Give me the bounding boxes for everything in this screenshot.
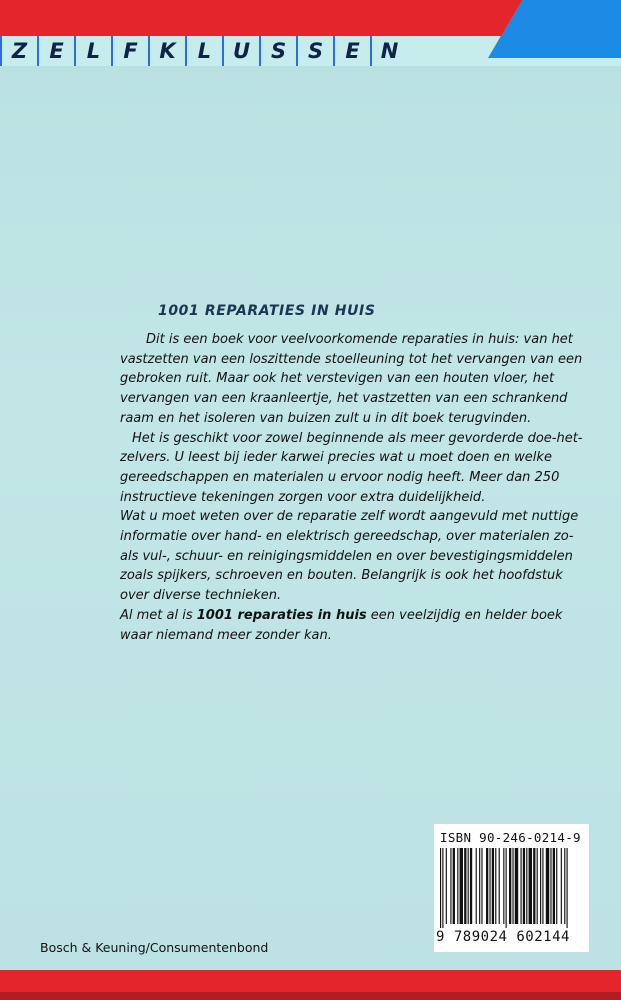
series-letter: F	[111, 36, 148, 66]
barcode-bar	[450, 848, 451, 924]
barcode-bar	[537, 848, 538, 924]
barcode-bar	[533, 848, 535, 924]
publisher-name: Bosch & Keuning/Consumentenbond	[40, 940, 269, 955]
blurb-line: vastzetten van een loszittende stoelleuning tot het vervangen van een	[120, 351, 583, 367]
blurb-line: instructieve tekeningen zorgen voor extra duidelijkheid.	[120, 489, 486, 505]
barcode-bar	[442, 848, 443, 928]
barcode-bar	[509, 848, 511, 924]
barcode-bar	[460, 848, 463, 924]
barcode-bar	[489, 848, 490, 924]
closing-book-title: 1001 reparaties in huis	[196, 607, 367, 623]
blurb-line: informatie over hand- en elektrisch gereedschap, over materialen zo-	[120, 529, 574, 545]
barcode-bar	[453, 848, 455, 924]
barcode-bar	[481, 848, 482, 924]
barcode-bar	[561, 848, 562, 924]
barcode-bar	[540, 848, 541, 924]
barcode-bar	[564, 848, 565, 924]
barcode-bar	[546, 848, 549, 924]
blurb-line: zoals spijkers, schroeven en bouten. Belangrijk is ook het hoofdstuk	[120, 568, 563, 584]
closing-prefix: Al met al is	[120, 607, 197, 623]
barcode-digits: 9 789024 602144	[436, 929, 570, 945]
book-title: 1001 REPARATIES IN HUIS	[158, 303, 376, 319]
series-letter: Z	[0, 36, 37, 66]
barcode-bar	[476, 848, 477, 924]
barcode-bar	[499, 848, 500, 924]
barcode-bar	[550, 848, 551, 924]
bottom-red-edge	[0, 992, 621, 1000]
blurb-line: Dit is een boek voor veelvoorkomende reparaties in huis: van het	[146, 332, 573, 347]
blurb-line: Het is geschikt voor zowel beginnende als meer gevorderde doe-het-	[132, 430, 583, 446]
series-letter: E	[333, 36, 370, 66]
barcode-bar	[440, 848, 441, 928]
series-letter: K	[148, 36, 185, 66]
barcode-bar	[492, 848, 494, 924]
blurb-line: vervangen van een kraanleertje, het vastzetten van een schrankend	[120, 391, 568, 407]
blurb-line: Wat u moet weten over de reparatie zelf wordt aangevuld met nuttige	[120, 509, 579, 525]
closing-suffix: een veelzijdig en helder boek	[366, 607, 563, 623]
barcode-bar	[556, 848, 557, 924]
barcode-bar	[526, 848, 527, 924]
barcode-bar	[470, 848, 472, 924]
blurb-line: als vul-, schuur- en reinigingsmiddelen en over bevestigingsmiddelen	[120, 548, 573, 564]
isbn-label: ISBN 90-246-0214-9	[440, 830, 581, 845]
blurb-line: over diverse technieken.	[120, 588, 282, 604]
barcode-bar	[515, 848, 518, 924]
blurb-line: zelvers. U leest bij ieder karwei precies wat u moet doen en welke	[120, 450, 552, 466]
series-letter: S	[259, 36, 296, 66]
barcode-bar	[553, 848, 555, 924]
series-title-zelfklussen	[0, 36, 500, 66]
series-letter: L	[185, 36, 222, 66]
blurb-line: raam en het isoleren van buizen zult u in dit boek terugvinden.	[120, 410, 532, 426]
barcode-bar	[512, 848, 513, 924]
barcode-bar	[506, 848, 507, 928]
blurb-line: gereedschappen en materialen u ervoor nodig heeft. Meer dan 250	[120, 469, 560, 485]
barcode-bar	[457, 848, 458, 924]
barcode-bar	[529, 848, 532, 924]
blurb-line: waar niemand meer zonder kan.	[120, 627, 332, 643]
barcode-bar	[468, 848, 469, 924]
series-letter: N	[370, 36, 407, 66]
series-letter: L	[74, 36, 111, 66]
barcode-bar	[521, 848, 522, 924]
barcode-bar	[446, 848, 447, 924]
series-letter: S	[296, 36, 333, 66]
barcode-bar	[486, 848, 488, 924]
blurb-text	[120, 330, 583, 645]
blurb-line: gebroken ruit. Maar ook het verstevigen van een houten vloer, het	[120, 371, 555, 387]
barcode-bar	[523, 848, 525, 924]
barcode-icon	[440, 848, 583, 928]
series-letter: E	[37, 36, 74, 66]
barcode-bar	[479, 848, 480, 924]
barcode-bar	[567, 848, 568, 928]
barcode-bar	[503, 848, 504, 924]
blurb-closing-line	[120, 606, 580, 626]
barcode-bar	[495, 848, 496, 924]
series-letter: U	[222, 36, 259, 66]
barcode-bar	[464, 848, 466, 924]
barcode-bar	[542, 848, 543, 924]
